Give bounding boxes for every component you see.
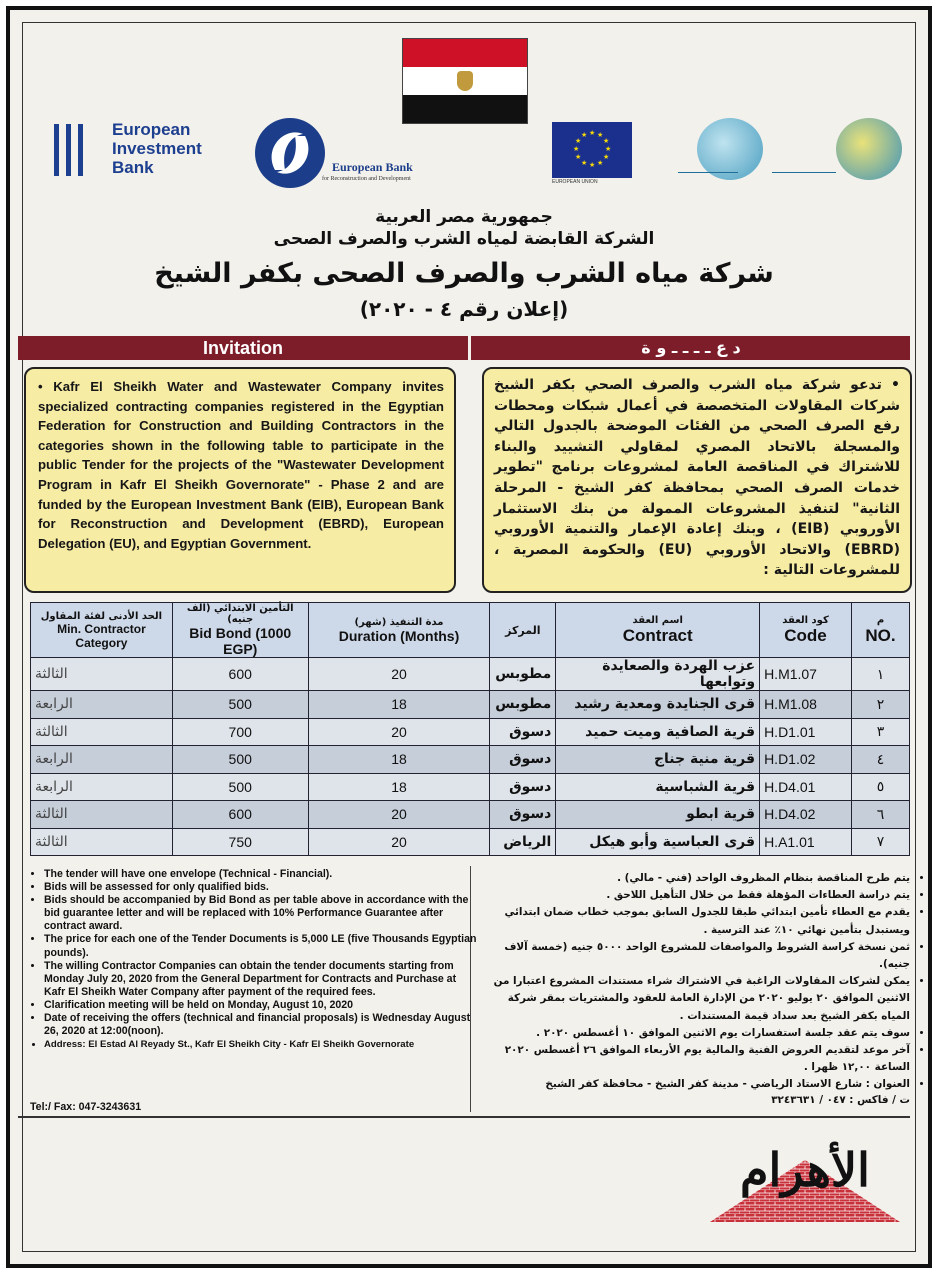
invitation-heading-ar: د ع ـ ـ ـ ـ و ة (641, 338, 741, 357)
svg-text:★: ★ (603, 153, 610, 161)
ebrd-logo-circle (255, 118, 325, 188)
cell-center: دسوق (490, 746, 556, 774)
ebrd-emblem-icon (255, 118, 325, 188)
invitation-box-ar (482, 367, 912, 593)
svg-text:★: ★ (603, 137, 610, 145)
tel-fax-en: Tel:/ Fax: 047-3243631 (30, 1101, 142, 1113)
cell-code: H.D4.01 (760, 773, 852, 801)
note-item-ar: • العنوان : شارع الاستاد الرياضي - مدينة كفر الشيخ - محافظة كفر الشيخ (478, 1076, 910, 1093)
table-row (31, 773, 910, 801)
cell-duration: 20 (308, 801, 490, 829)
tel-fax-ar: ت / فاكس : ٠٤٧ / ٣٢٤٣٦٣١ (771, 1094, 910, 1106)
invitation-text-en: Kafr El Sheikh Water and Wastewater Company invites specialized contracting companies registered in the Egyptian Federation for Construction and Building Contractors in the categories shown in the following table to participate in the public Tender for the projects of the "Wastewater Development Program in Kafr El Sheikh Governorate" - Phase 2 and are funded by the European Investment Bank (EIB), European Bank for Reconstruction and Development (EBRD), European Delegation (EU), and Egyptian Government. (38, 379, 444, 551)
cell-contract: قرية منية جناج (556, 746, 760, 774)
cell-contract: قرية الصافية وميت حميد (556, 718, 760, 746)
cell-category: الثالثة (31, 718, 173, 746)
table-row (31, 828, 910, 856)
cell-code: H.D1.02 (760, 746, 852, 774)
cell-duration: 18 (308, 773, 490, 801)
eagle-emblem-icon (457, 71, 473, 91)
note-item-ar: • ثمن نسخة كراسة الشروط والمواصفات للمشروع الواحد ٥٠٠٠ جنيه (خمسة آلاف جنيه). (478, 939, 910, 973)
table-row (31, 746, 910, 774)
cell-bond: 600 (172, 801, 308, 829)
note-item-ar: • آخر موعد لتقديم العروض الفنية والمالية يوم الأربعاء الموافق ٢٦ أغسطس ٢٠٢٠ الساعة ١٢,٠٠ ظهرا . (478, 1042, 910, 1076)
header-bid-bond: التأمين الابتدائي (الف جنيه) Bid Bond (1000 EGP) (172, 603, 308, 658)
ebrd-subtitle: for Reconstruction and Development (322, 176, 411, 182)
cell-no: ٢ (851, 691, 909, 719)
cell-category: الرابعة (31, 746, 173, 774)
eu-stars-icon (552, 122, 632, 178)
title-announcement-number: (إعلان رقم ٤ - ٢٠٢٠) (359, 297, 569, 321)
svg-text:★: ★ (597, 131, 604, 139)
svg-text:★: ★ (575, 153, 582, 161)
svg-text:★: ★ (573, 145, 580, 153)
cell-center: مطوبس (490, 691, 556, 719)
water-company-caption-line (772, 158, 836, 173)
eib-line-3: Bank (112, 158, 154, 177)
band-divider (468, 336, 471, 360)
cell-no: ١ (851, 658, 909, 691)
header-code: كود العقد Code (760, 603, 852, 658)
cell-category: الثالثة (31, 801, 173, 829)
note-item-en: • The tender will have one envelope (Technical - Financial). (44, 868, 480, 881)
cell-center: دسوق (490, 801, 556, 829)
svg-text:★: ★ (589, 161, 596, 169)
note-item-en: • Address: El Estad Al Reyady St., Kafr El Sheikh City - Kafr El Sheikh Governorate (44, 1038, 480, 1051)
cell-category: الثالثة (31, 828, 173, 856)
note-item-en: • Bids will be assessed for only qualified bids. (44, 881, 480, 894)
cell-duration: 20 (308, 718, 490, 746)
eib-line-1: European (112, 120, 191, 139)
cell-category: الثالثة (31, 658, 173, 691)
title-company: شركة مياه الشرب والصرف الصحى بكفر الشيخ (154, 258, 774, 289)
header-duration: مدة التنفيذ (شهر) Duration (Months) (308, 603, 490, 658)
al-ahram-logo-text: الأهرام (740, 1143, 870, 1197)
table-row (31, 691, 910, 719)
note-item-ar: • يمكن لشركات المقاولات الراغبة في الاشتراك شراء مستندات المشروع اعتبارا من الاثنين الموافق ٢٠ يوليو ٢٠٢٠ من الإدارة العامة للعقود والمشتريات بمقر شركة المياه بكفر الشيخ بعد سداد قيمة المستندات . (478, 973, 910, 1025)
holding-company-caption-line (678, 158, 738, 173)
eib-logo-text (112, 120, 202, 177)
cell-contract: قرية ابطو (556, 801, 760, 829)
al-ahram-logo (700, 1130, 910, 1230)
note-item-ar: • يتم طرح المناقصة بنظام المظروف الواحد (فني - مالي) . (478, 870, 910, 887)
invitation-heading: Invitation (203, 338, 283, 358)
cell-no: ٣ (851, 718, 909, 746)
svg-text:★: ★ (581, 159, 588, 167)
ebrd-name: European Bank (332, 160, 413, 174)
cell-bond: 500 (172, 746, 308, 774)
cell-bond: 500 (172, 691, 308, 719)
cell-code: H.D1.01 (760, 718, 852, 746)
note-item-en: • The price for each one of the Tender Documents is 5,000 LE (five Thousands Egyptian pounds). (44, 933, 480, 959)
notes-list-en (30, 868, 480, 1051)
table-row (31, 718, 910, 746)
cell-code: H.A1.01 (760, 828, 852, 856)
cell-contract: قرية الشباسية (556, 773, 760, 801)
cell-bond: 600 (172, 658, 308, 691)
svg-text:★: ★ (581, 131, 588, 139)
cell-code: H.D4.02 (760, 801, 852, 829)
cell-duration: 18 (308, 691, 490, 719)
note-item-en: • Clarification meeting will be held on Monday, August 10, 2020 (44, 999, 480, 1012)
cell-code: H.M1.07 (760, 658, 852, 691)
notes-list-ar (478, 870, 924, 1094)
cell-no: ٥ (851, 773, 909, 801)
note-item-ar: • يتم دراسة العطاءات المؤهلة فقط من خلال التأهيل اللاحق . (478, 887, 910, 904)
cell-code: H.M1.08 (760, 691, 852, 719)
cell-bond: 500 (172, 773, 308, 801)
eu-flag (552, 122, 632, 178)
bullet-icon: • (38, 379, 54, 394)
note-item-en: • The willing Contractor Companies can obtain the tender documents starting from Monday July 20, 2020 from the General Department for Contracts and Purchase at Kafr El Sheikh Water Company after payment of the required fees. (44, 960, 480, 999)
table-row (31, 801, 910, 829)
cell-no: ٦ (851, 801, 909, 829)
note-item-ar: • سوف يتم عقد جلسة استفسارات يوم الاثنين الموافق ١٠ أغسطس ٢٠٢٠ . (478, 1025, 910, 1042)
egypt-flag (402, 38, 528, 124)
cell-center: دسوق (490, 718, 556, 746)
header-contract: اسم العقد Contract (556, 603, 760, 658)
cell-duration: 20 (308, 828, 490, 856)
svg-text:★: ★ (597, 159, 604, 167)
note-item-en: • Date of receiving the offers (technical and financial proposals) is Wednesday August 26, 2020 at 12:00(noon). (44, 1012, 480, 1038)
cell-duration: 18 (308, 746, 490, 774)
invitation-box-en (24, 367, 456, 593)
title-holding-company: الشركة القابضة لمياه الشرب والصرف الصحى (273, 229, 655, 249)
cell-category: الرابعة (31, 691, 173, 719)
bullet-icon: • (881, 377, 900, 393)
kafr-el-sheikh-water-logo (836, 118, 902, 180)
cell-no: ٤ (851, 746, 909, 774)
cell-contract: قرى الجنايدة ومعدية رشيد (556, 691, 760, 719)
tender-table (30, 602, 910, 856)
eu-caption: EUROPEAN UNION (552, 179, 598, 185)
header-center: المركز (490, 603, 556, 658)
cell-center: دسوق (490, 773, 556, 801)
cell-no: ٧ (851, 828, 909, 856)
svg-text:★: ★ (575, 137, 582, 145)
note-item-ar: • يقدم مع العطاء تأمين ابتدائي طبقا للجدول السابق بموجب خطاب ضمان ابتدائي ويستبدل بتأمين نهائي ١٠٪ عند الترسية . (478, 904, 910, 938)
svg-text:★: ★ (605, 145, 612, 153)
table-header-row (31, 603, 910, 658)
eib-logo-bars (52, 120, 92, 180)
invitation-text-ar: تدعو شركة مياه الشرب والصرف الصحي بكفر الشيخ شركات المقاولات المتخصصة في أعمال شبكات ومحطات رفع الصرف الصحي من الفئات الموضحة بالجدول التالي والمسجلة بالاتحاد المصري لمقاولي التشييد والبناء للاشتراك في المناقصة العامة لمشروعات برنامج "تطوير خدمات الصرف الصحي بمحافظة كفر الشيخ - المرحلة الثانية" لتنفيذ المشروعات الممولة من بنك الاستثمار الأوروبي (EIB) ، وبنك إعادة الإعمار والتنمية الأوروبي (EBRD) والاتحاد الأوروبي (EU) والحكومة المصرية ، للمشروعات التالية : (494, 377, 900, 579)
cell-duration: 20 (308, 658, 490, 691)
footer-rule (18, 1116, 910, 1118)
cell-contract: قرى العباسية وأبو هيكل (556, 828, 760, 856)
title-republic: جمهورية مصر العربية (375, 207, 553, 227)
cell-bond: 700 (172, 718, 308, 746)
note-item-en: • Bids should be accompanied by Bid Bond as per table above in accordance with the bid guarantee letter and will be replaced with 10% Performance Guarantee after contract award. (44, 894, 480, 933)
cell-center: الرياض (490, 828, 556, 856)
header-min-category: الحد الأدنى لفئة المقاول Min. Contractor Category (31, 603, 173, 658)
cell-bond: 750 (172, 828, 308, 856)
header-no: م NO. (851, 603, 909, 658)
table-row (31, 658, 910, 691)
cell-center: مطوبس (490, 658, 556, 691)
cell-category: الرابعة (31, 773, 173, 801)
cell-contract: عزب الهردة والصعايدة وتوابعها (556, 658, 760, 691)
svg-text:★: ★ (589, 129, 596, 137)
eib-line-2: Investment (112, 139, 202, 158)
